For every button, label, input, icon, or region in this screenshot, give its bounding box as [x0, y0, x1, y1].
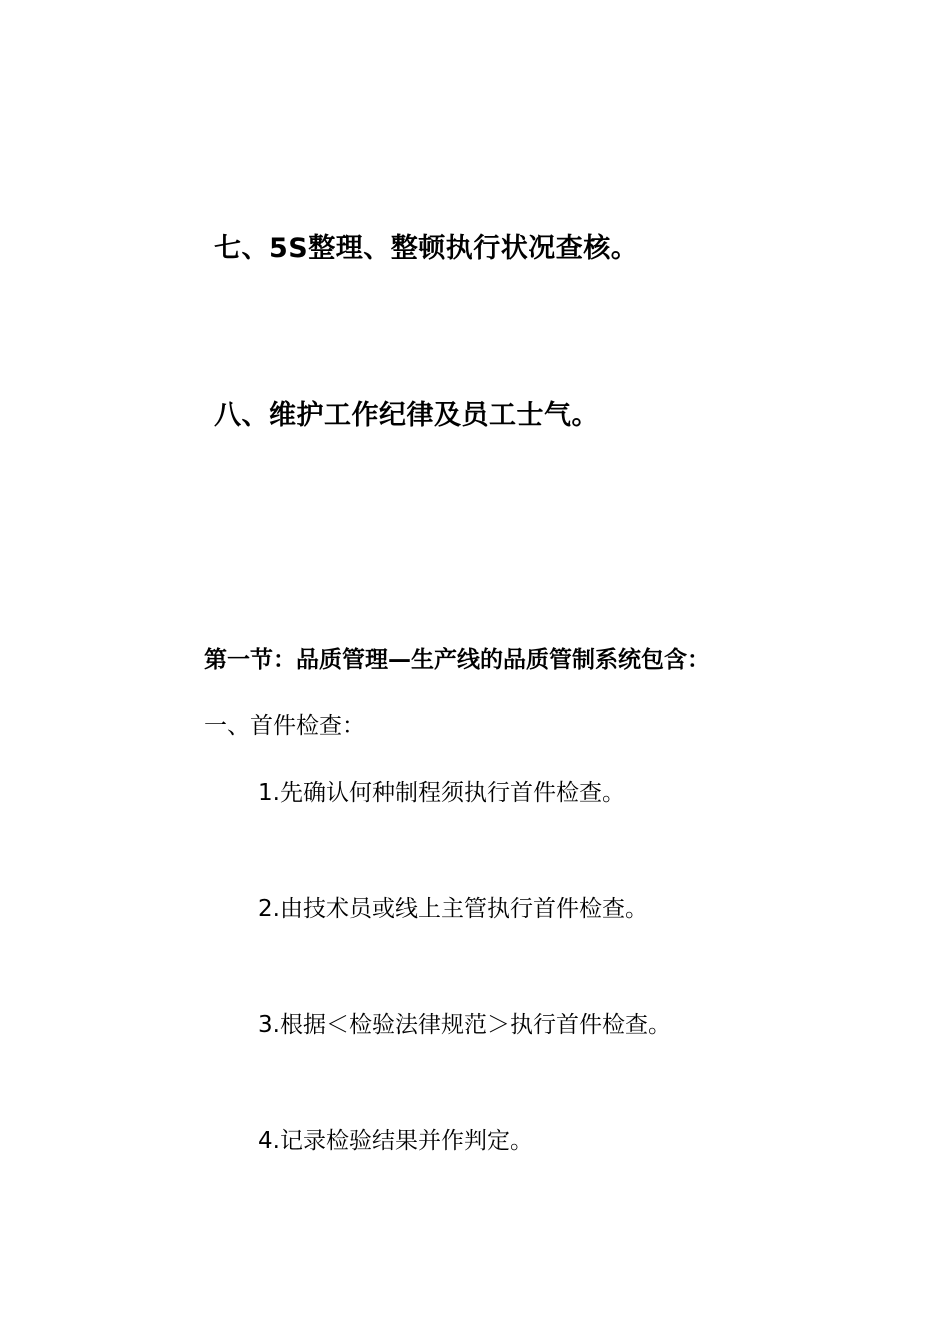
- step-3: 3.根据＜检验法律规范＞执行首件检查。: [258, 1012, 671, 1038]
- item-heading-8: 八、维护工作纪律及员工士气。: [214, 400, 599, 431]
- item-heading-7: 七、5S整理、整顿执行状况查核。: [214, 233, 639, 264]
- step-1: 1.先确认何种制程须执行首件检查。: [258, 780, 625, 806]
- step-2: 2.由技术员或线上主管执行首件检查。: [258, 896, 648, 922]
- section-title: 第一节：品质管理—生产线的品质管制系统包含：: [204, 647, 710, 673]
- step-4: 4.记录检验结果并作判定。: [258, 1128, 533, 1154]
- section-subheading: 一、首件检查：: [204, 713, 365, 739]
